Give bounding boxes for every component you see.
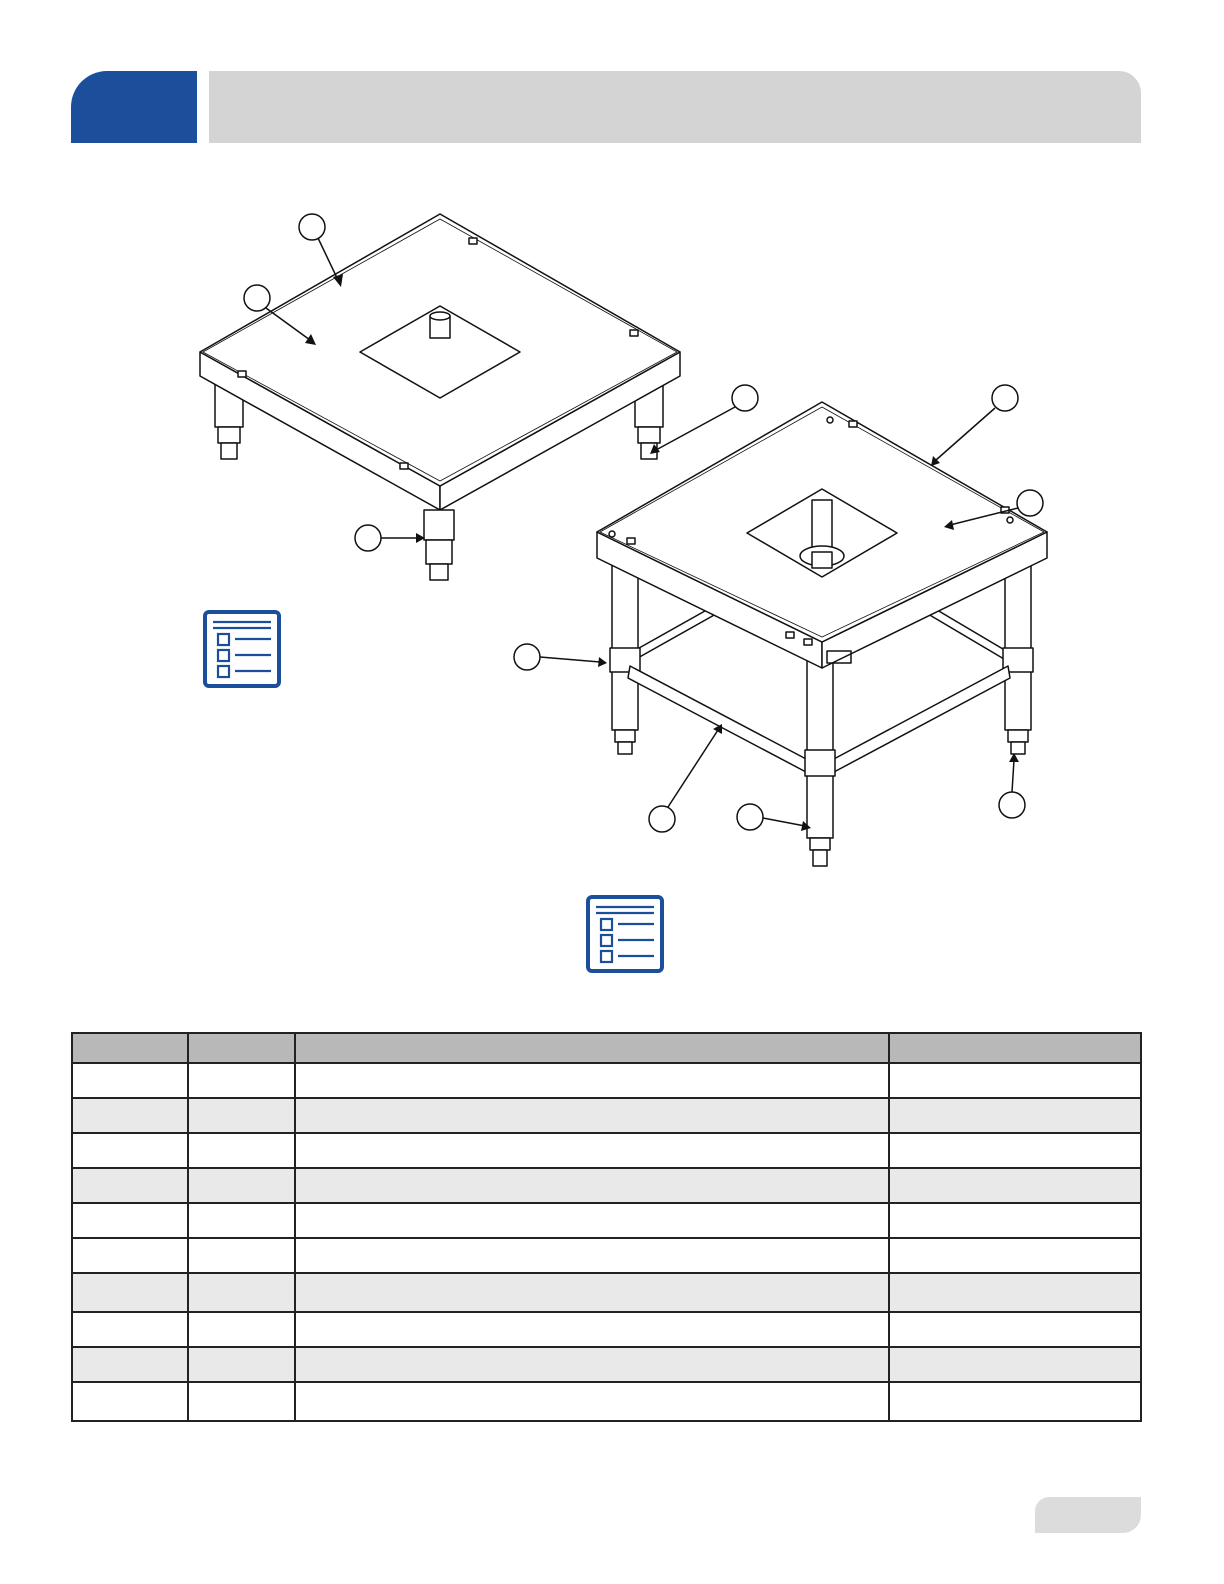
leg	[1003, 560, 1033, 754]
table-cell	[295, 1238, 889, 1273]
table-cell	[72, 1063, 188, 1098]
callout-bubble	[355, 525, 381, 551]
table-cell	[188, 1063, 295, 1098]
table-cell	[889, 1203, 1141, 1238]
table-row	[72, 1238, 1141, 1273]
center-leg-stub	[430, 312, 450, 338]
callout-bubble	[992, 385, 1018, 411]
table-row	[72, 1273, 1141, 1312]
table-cell	[72, 1347, 188, 1382]
table-cell	[188, 1203, 295, 1238]
table-row	[72, 1098, 1141, 1133]
table-cell	[889, 1347, 1141, 1382]
table-cell	[72, 1168, 188, 1203]
table-cell	[295, 1133, 889, 1168]
header-cell	[188, 1033, 295, 1063]
table-cell	[188, 1168, 295, 1203]
stand-tall	[597, 402, 1047, 866]
table-cell	[295, 1168, 889, 1203]
table-row	[72, 1168, 1141, 1203]
table-cell	[188, 1238, 295, 1273]
table-cell	[295, 1098, 889, 1133]
table-cell	[889, 1238, 1141, 1273]
callout-bubble	[649, 806, 675, 832]
leader-line	[936, 408, 995, 460]
table-cell	[295, 1347, 889, 1382]
callout-bubble	[737, 804, 763, 830]
table-cell	[295, 1063, 889, 1098]
table-cell	[295, 1273, 889, 1312]
table-cell	[889, 1273, 1141, 1312]
leader-arrow	[598, 657, 607, 667]
table-row	[72, 1312, 1141, 1347]
callout-bubble	[999, 792, 1025, 818]
table-row	[72, 1382, 1141, 1421]
table-row	[72, 1063, 1141, 1098]
table-cell	[295, 1203, 889, 1238]
table-cell	[295, 1312, 889, 1347]
callout-bubble	[514, 644, 540, 670]
table-cell	[188, 1098, 295, 1133]
callout-bubble	[299, 214, 325, 240]
leader-line	[763, 818, 805, 826]
header-cell	[889, 1033, 1141, 1063]
table-cell	[72, 1238, 188, 1273]
table-cell	[889, 1382, 1141, 1421]
page-number-box	[1035, 1497, 1141, 1533]
table-cell	[72, 1273, 188, 1312]
table-cell	[188, 1382, 295, 1421]
table-cell	[889, 1168, 1141, 1203]
callout-bubble	[244, 285, 270, 311]
leader-line	[318, 238, 338, 280]
leader-line	[656, 407, 735, 450]
callout-bubble	[1017, 490, 1043, 516]
table-cell	[188, 1312, 295, 1347]
table-cell	[188, 1273, 295, 1312]
leader-line	[668, 730, 718, 807]
leg	[805, 660, 835, 866]
leg	[610, 560, 640, 754]
table-cell	[72, 1203, 188, 1238]
table-row	[72, 1133, 1141, 1168]
table-cell	[889, 1098, 1141, 1133]
leg	[424, 510, 454, 580]
parts-table	[71, 1032, 1142, 1422]
table-cell	[889, 1133, 1141, 1168]
table-cell	[188, 1133, 295, 1168]
parts-list-icon	[205, 612, 279, 686]
leader-line	[1012, 760, 1014, 792]
leader-line	[540, 657, 600, 662]
table-cell	[72, 1382, 188, 1421]
table-cell	[295, 1382, 889, 1421]
parts-list-icon	[588, 897, 662, 971]
table-row	[72, 1347, 1141, 1382]
callout-bubble	[732, 385, 758, 411]
table-cell	[72, 1312, 188, 1347]
table-cell	[889, 1063, 1141, 1098]
header-cell	[72, 1033, 188, 1063]
table-row	[72, 1203, 1141, 1238]
table-cell	[72, 1133, 188, 1168]
table-cell	[889, 1312, 1141, 1347]
header-cell	[295, 1033, 889, 1063]
table-header-row	[72, 1033, 1141, 1063]
table-cell	[188, 1347, 295, 1382]
table-cell	[72, 1098, 188, 1133]
